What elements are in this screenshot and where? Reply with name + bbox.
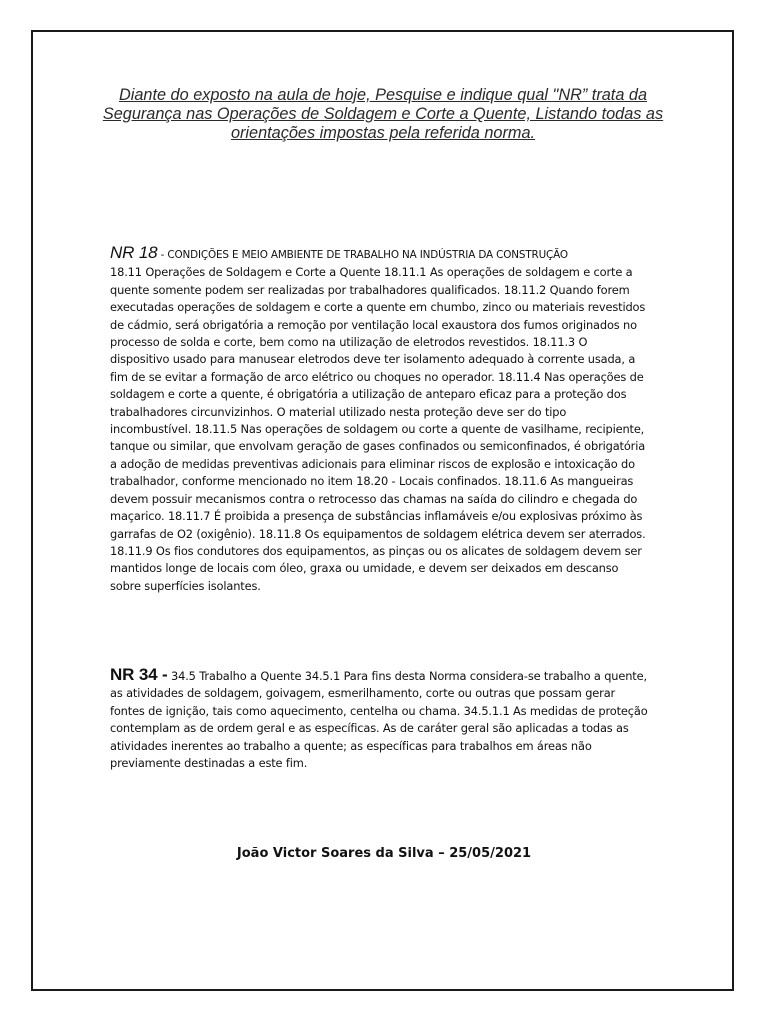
nr18-heading: - CONDIÇÕES E MEIO AMBIENTE DE TRABALHO NA INDÚSTRIA DA CONSTRUÇÃO — [157, 249, 568, 261]
nr34-body: 34.5 Trabalho a Quente 34.5.1 Para fins desta Norma considera-se trabalho a quente, as atividades de soldagem, goivagem, esmerilhamento, corte ou outras que possam gerar fontes de ignição, tais como aquecimento, centelha ou chama. 34.5.1.1 As medidas de proteção contemplam as de ordem geral e as específicas. As de caráter geral são aplicadas a todas as atividades inerentes ao trabalho a quente; as específicas para trabalhos em áreas não previamente destinadas a este fim. — [110, 669, 648, 771]
nr18-title: NR 18 — [110, 243, 158, 262]
assignment-question: Diante do exposto na aula de hoje, Pesquise e indique qual "NR” trata da Segurança nas Operações de Soldagem e Corte a Quente, Listando todas as orientações impostas pela referida norma. — [102, 86, 664, 142]
nr34-title: NR 34 - — [110, 665, 168, 684]
nr18-body: 18.11 Operações de Soldagem e Corte a Quente 18.11.1 As operações de soldagem e corte a quente somente podem ser realizadas por trabalhadores qualificados. 18.11.2 Quando forem executadas operações de soldagem e corte a quente em chumbo, zinco ou materiais revestidos de cádmio, será obrigatória a remoção por ventilação local exaustora dos fumos originados no processo de solda e corte, bem como na utilização de eletrodos revestidos. 18.11.3 O dispositivo usado para manusear eletrodos deve ter isolamento adequado à corrente usada, a fim de se evitar a formação de arco elétrico ou choques no operador. 18.11.4 Nas operações de soldagem e corte a quente, é obrigatória a utilização de anteparo eficaz para a proteção dos trabalhadores circunvizinhos. O material utilizado nesta proteção deve ser do tipo incombustível. 18.11.5 Nas operações de soldagem ou corte a quente de vasilhame, recipiente, tanque ou similar, que envolvam geração de gases confinados ou semiconfinados, é obrigatória a adoção de medidas preventivas adicionais para eliminar riscos de explosão e intoxicação do trabalhador, conforme mencionado no item 18.20 - Locais confinados. 18.11.6 As mangueiras devem possuir mecanismos contra o retrocesso das chamas na saída do cilindro e chegada do maçarico. 18.11.7 É proibida a presença de substâncias inflamáveis e/ou explosivas próximo às garrafas de O2 (oxigênio). 18.11.8 Os equipamentos de soldagem elétrica devem ser aterrados. 18.11.9 Os fios condutores dos equipamentos, as pinças ou os alicates de soldagem devem ser mantidos longe de locais com óleo, graxa ou umidade, e devem ser deixados em descanso sobre superfícies isolantes. — [110, 265, 646, 593]
nr34-section — [110, 666, 650, 772]
author-signature-line: João Victor Soares da Silva – 25/05/2021 — [236, 846, 532, 861]
nr18-section — [110, 244, 650, 595]
